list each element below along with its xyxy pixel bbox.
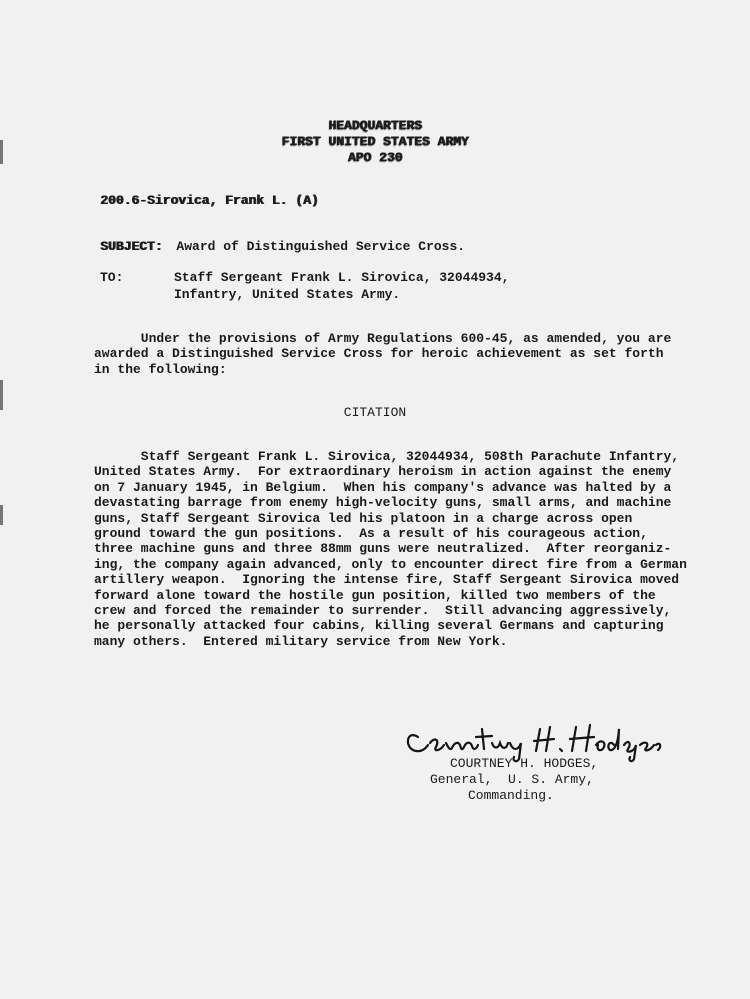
citation-heading: CITATION <box>343 405 407 420</box>
signer-rank: General, U. S. Army, <box>430 772 594 787</box>
citation-line: on 7 January 1945, in Belgium. When his company's advance was halted by a <box>94 479 672 495</box>
addressee-line: Infantry, United States Army. <box>174 287 401 302</box>
citation-line: crew and forced the remainder to surrender. Still advancing aggressively, <box>94 603 672 619</box>
subject-label: SUBJECT: <box>100 239 163 254</box>
citation-line: United States Army. For extraordinary heroism in action against the enemy <box>94 464 672 480</box>
intro-line: awarded a Distinguished Service Cross for heroic achievement as set forth <box>94 346 664 362</box>
intro-line: in the following: <box>94 361 227 377</box>
citation-line: devastating barrage from enemy high-velocity guns, small arms, and machine <box>94 495 672 511</box>
signer-name: COURTNEY H. HODGES, <box>450 756 599 771</box>
to-label: TO: <box>100 270 124 285</box>
citation-paragraph <box>94 449 687 649</box>
citation-line: many others. Entered military service from New York. <box>94 633 508 649</box>
letterhead-line-1: HEADQUARTERS <box>328 118 422 133</box>
intro-line: Under the provisions of Army Regulations 600-45, as amended, you are <box>94 331 672 346</box>
citation-line: three machine guns and three 88mm guns were neutralized. After reorganiz- <box>94 541 672 557</box>
citation-line: he personally attacked four cabins, killing several Germans and capturing <box>94 618 664 634</box>
citation-line: guns, Staff Sergeant Sirovica led his platoon in a charge across open <box>94 510 633 526</box>
signature-block <box>420 756 598 804</box>
citation-line: artillery weapon. Ignoring the intense fire, Staff Sergeant Sirovica moved <box>94 572 680 588</box>
letterhead <box>0 118 750 166</box>
subject-value: Award of Distinguished Service Cross. <box>176 239 466 254</box>
citation-line: ing, the company again advanced, only to encounter direct fire from a German <box>94 556 687 572</box>
scan-edge-mark <box>0 505 3 525</box>
letterhead-line-3: APO 230 <box>347 150 403 165</box>
citation-line: forward alone toward the hostile gun position, killed two members of the <box>94 587 656 603</box>
citation-line: ground toward the gun positions. As a result of his courageous action, <box>94 526 648 542</box>
file-reference: 200.6-Sirovica, Frank L. (A) <box>100 193 319 208</box>
citation-line: Staff Sergeant Frank L. Sirovica, 32044934, 508th Parachute Infantry, <box>94 449 680 464</box>
addressee-line: Staff Sergeant Frank L. Sirovica, 32044934, <box>174 270 510 285</box>
intro-paragraph <box>94 331 684 377</box>
subject-line <box>100 239 465 254</box>
addressee-lines <box>174 269 509 303</box>
signer-role: Commanding. <box>468 788 554 803</box>
letterhead-line-2: FIRST UNITED STATES ARMY <box>281 134 469 149</box>
